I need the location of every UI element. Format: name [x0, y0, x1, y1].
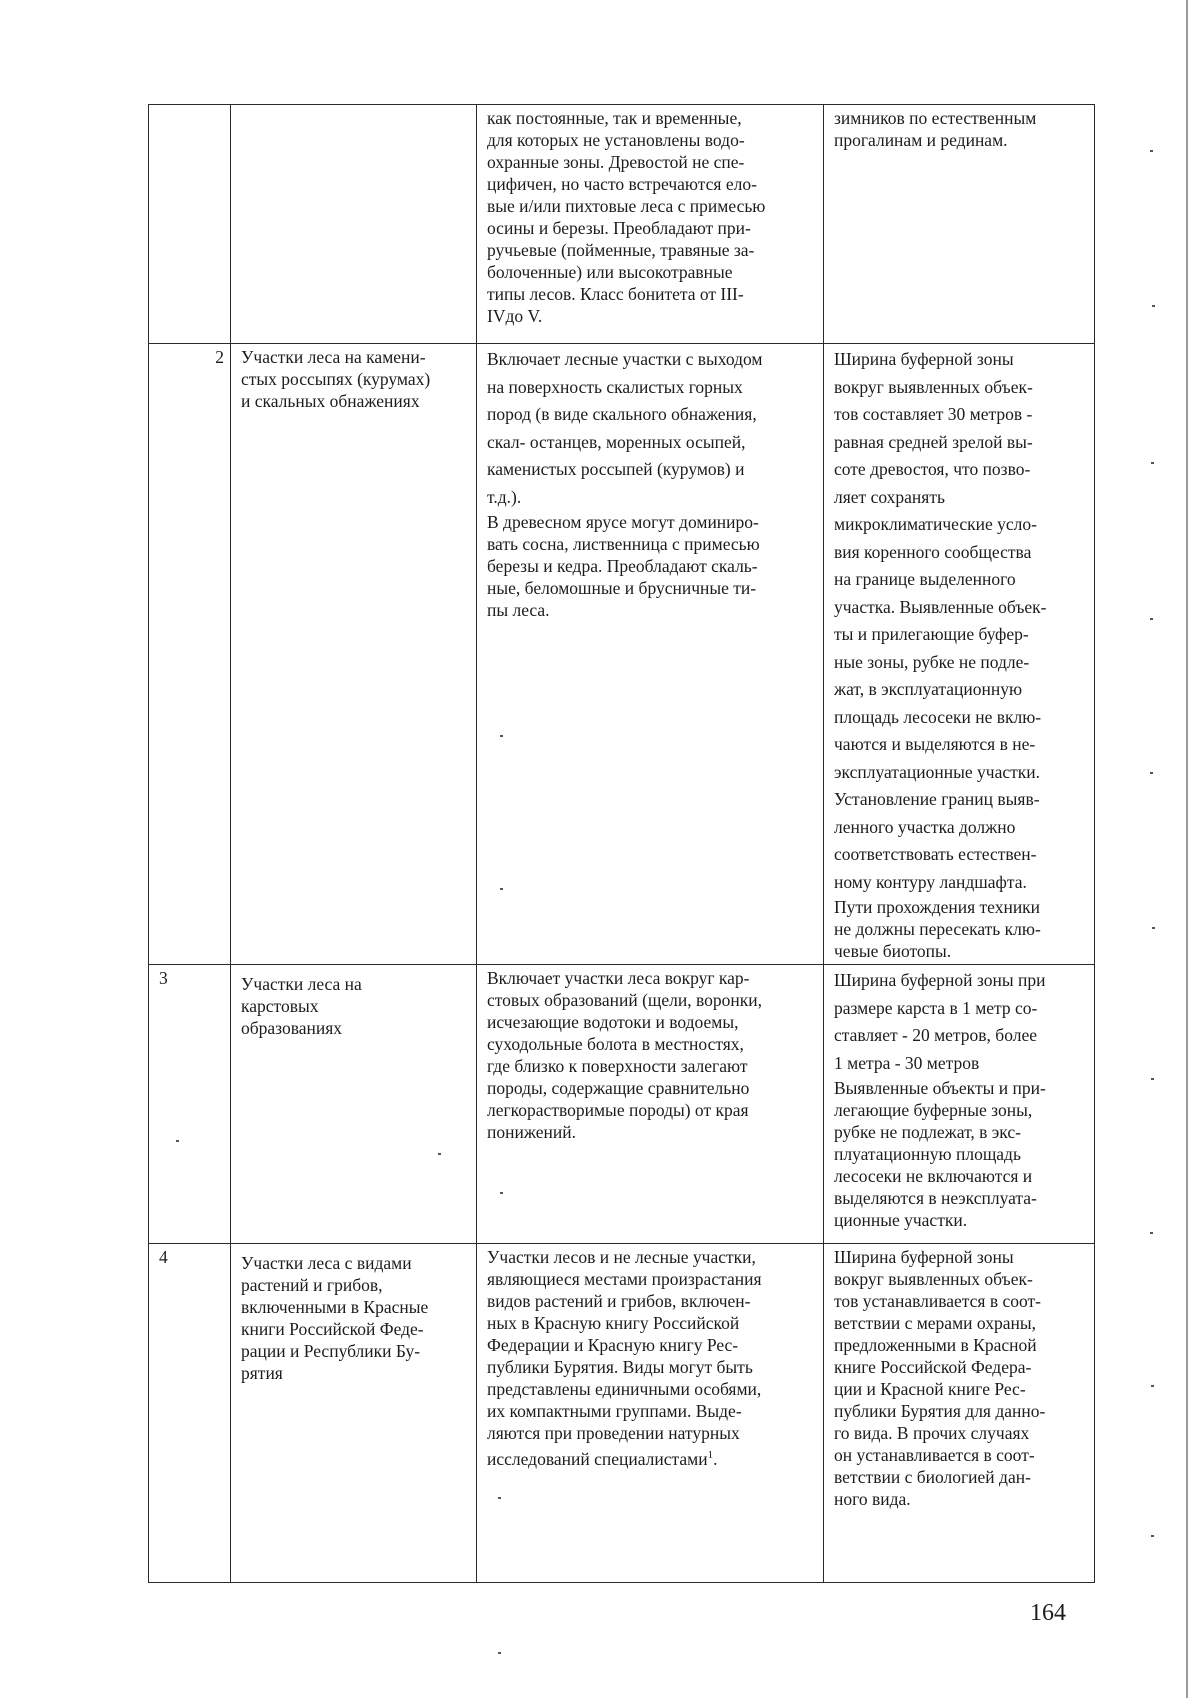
scan-speck — [1150, 618, 1153, 620]
scan-speck — [1151, 1535, 1154, 1537]
page-number: 164 — [1030, 1600, 1066, 1626]
table-row — [149, 105, 1095, 344]
scan-speck — [1150, 772, 1153, 774]
site-name — [231, 105, 477, 344]
buffer-zone-part: Выявленные объекты и при- легающие буферные зоны, рубке не подлежат, в экс- плуатационную площадь лесосеки не включаются и выделяются в неэксплуата- ционные участки. — [834, 1078, 1046, 1230]
buffer-zone-part: Пути прохождения техники не должны пересекать клю- чевые биотопы. — [834, 897, 1041, 961]
table-row — [149, 965, 1095, 1244]
site-description-part: Включает лесные участки с выходом на поверхность скалистых горных пород (в виде скального обнажения, скал- останцев, моренных осыпей, каменистых россыпей (курумов) и т.д.). — [487, 349, 763, 507]
scan-speck — [1151, 1078, 1154, 1080]
description-period: . — [713, 1448, 718, 1469]
row-number — [149, 105, 231, 344]
scan-speck — [1151, 1385, 1154, 1387]
buffer-zone-text: зимников по естественным прогалинам и рединам. — [824, 105, 1095, 344]
site-description: как постоянные, так и временные, для которых не установлены водо- охранные зоны. Древостой не спе- цифичен, но часто встречаются ело- вые и/или пихтовые леса с примесью осины и березы. Преобладают при- ручьевые (пойменные, травяные за- болоченные) или высокотравные типы лесов. Класс бонитета от III- IVдо V. — [477, 105, 824, 344]
site-description-text: Участки лесов и не лесные участки, являющиеся местами произрастания видов растений и грибов, включен- ных в Красную книгу Российской Федерации и Красную книгу Рес- публики Бурятия. Виды могут быть представлены единичными особями, их компактными группами. Выде- ляются при проведении натурных исследований специалистами — [487, 1247, 762, 1469]
buffer-zone-text: Ширина буферной зоны вокруг выявленных объек- тов устанавливается в соот- ветствии с мерами охраны, предложенными в Красной книге Российской Федера- ции и Красной книге Рес- публики Бурятия для данно- го вида. В прочих случаях он устанавливается в соот- ветствии с биологией дан- ного вида. — [824, 1244, 1095, 1583]
table-row — [149, 1244, 1095, 1583]
site-description — [477, 1244, 824, 1583]
buffer-zone-text — [824, 965, 1095, 1244]
buffer-zone-part: Ширина буферной зоны вокруг выявленных объек- тов составляет 30 метров - равная средней зрелой вы- соте древостоя, что позво- ляет сохранять микроклиматические усло- вия коренного сообщества на границе выделенного участка. Выявленные объек- ты и прилегающие буфер- ные зоны, рубке не подле- жат, в эксплуатационную площадь лесосеки не вклю- чаются и выделяются в не- эксплуатационные участки. Установление границ выяв- ленного участка должно соответствовать естествен- ному контуру ландшафта. — [834, 349, 1047, 892]
row-number: 3 — [149, 965, 231, 1244]
site-description: Включает участки леса вокруг кар- стовых образований (щели, воронки, исчезающие водотоки и водоемы, суходольные болота в местностях, где близко к поверхности залегают породы, содержащие сравнительно легкорастворимые породы) от края понижений. — [477, 965, 824, 1244]
site-description-part: В древесном ярусе могут доминиро- вать сосна, лиственница с примесью березы и кедра. Преобладают скаль- ные, беломошные и брусничные ти- пы леса. — [487, 512, 760, 620]
site-name: Участки леса на камени- стых россыпях (курумах) и скальных обнажениях — [231, 344, 477, 965]
scan-speck — [1152, 927, 1155, 929]
page-edge-line — [1186, 0, 1188, 1698]
site-name: Участки леса на карстовых образованиях — [231, 965, 477, 1244]
site-name: Участки леса с видами растений и грибов, включенными в Красные книги Российской Феде- рации и Республики Бу- рятия — [231, 1244, 477, 1583]
buffer-zone-text — [824, 344, 1095, 965]
scan-speck — [1151, 462, 1154, 464]
scan-speck — [498, 1652, 501, 1654]
row-number: 2 — [149, 344, 231, 965]
scan-speck — [1150, 1232, 1153, 1234]
row-number: 4 — [149, 1244, 231, 1583]
scan-speck — [1152, 305, 1155, 307]
footnote-marker: 1 — [707, 1449, 714, 1461]
site-description — [477, 344, 824, 965]
habitat-table — [148, 104, 1095, 1583]
buffer-zone-part: Ширина буферной зоны при размере карста в 1 метр со- ставляет - 20 метров, более 1 метра - 30 метров — [834, 970, 1046, 1073]
table-row — [149, 344, 1095, 965]
scan-speck — [1150, 150, 1153, 152]
